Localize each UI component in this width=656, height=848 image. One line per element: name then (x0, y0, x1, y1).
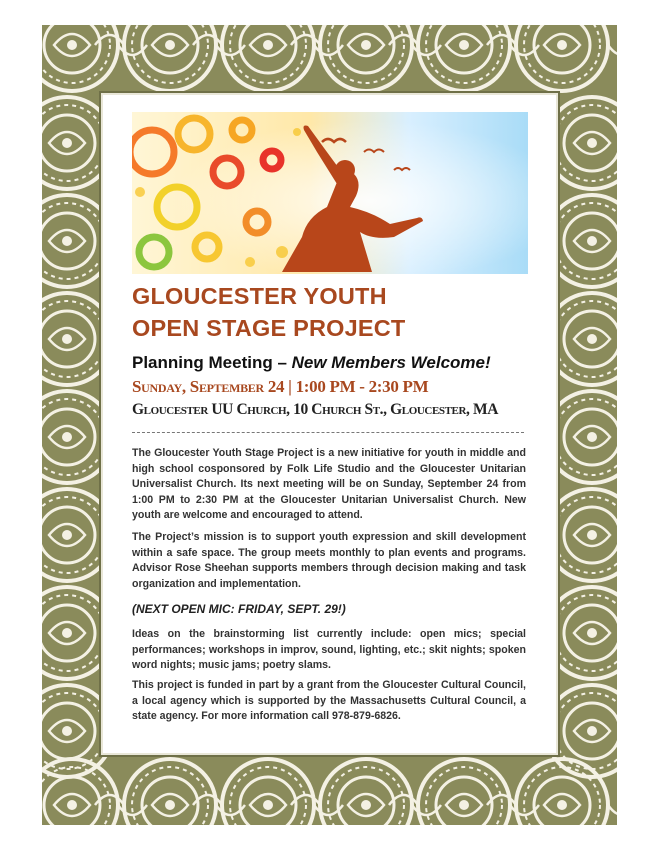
paragraph-mission: The Project’s mission is to support youth expression and skill development within a safe space. The group meets monthly to plan events and programs. Advisor Rose Sheehan supports members through decision making and task organization and implementation. (132, 531, 526, 590)
meeting-emphasis: New Members Welcome! (291, 353, 491, 372)
border-medallion (42, 25, 147, 91)
next-open-mic: (NEXT OPEN MIC: FRIDAY, SEPT. 29!) (132, 602, 346, 616)
paragraph-ideas: Ideas on the brainstorming list currently include: open mics; special performances; workshops in improv, sound, lighting, etc.; skit nights; spoken word nights; music jams; poetry slams. (132, 628, 526, 672)
event-location: Gloucester UU Church, 10 Church St., Gloucester, MA (132, 401, 498, 418)
title-line-2: OPEN STAGE PROJECT (132, 315, 406, 341)
title-line-1: GLOUCESTER YOUTH (132, 283, 387, 309)
meeting-prefix: Planning Meeting – (132, 353, 292, 372)
paragraph-funding: This project is funded in part by a grant from the Gloucester Cultural Council, a local agency which is supported by the Massachusetts Cultural Council, a state agency. For more information call 978-879-6826. (132, 679, 526, 723)
hero-image (132, 112, 528, 274)
meeting-heading (132, 353, 491, 373)
paragraph-intro: The Gloucester Youth Stage Project is a new initiative for youth in middle and high school cosponsored by Folk Life Studio and the Gloucester Unitarian Universalist Church. Its next meeting will be on Sunday, September 24 from 1:00 PM to 2:30 PM at the Gloucester Unitarian Universalist Church. New youth are welcome and encouraged to attend. (132, 447, 526, 522)
dashed-divider (132, 432, 524, 433)
event-date: Sunday, September 24 | 1:00 PM - 2:30 PM (132, 377, 429, 396)
